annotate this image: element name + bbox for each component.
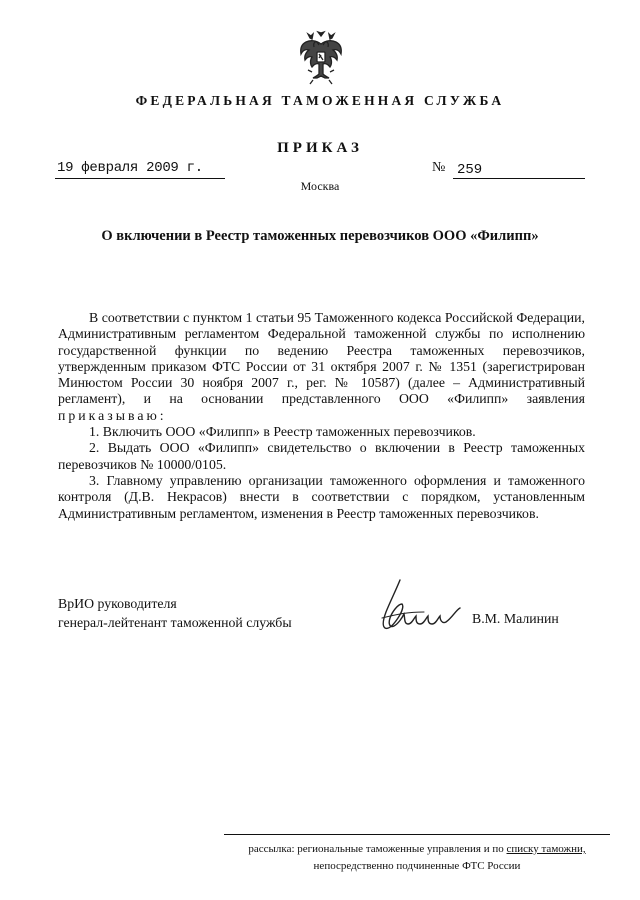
signatory-title-line1: ВрИО руководителя bbox=[58, 596, 177, 611]
signatory-title-line2: генерал-лейтенант таможенной службы bbox=[58, 615, 292, 630]
order-number-label: № bbox=[432, 160, 446, 175]
distribution-line1 bbox=[224, 841, 610, 858]
order-subject: О включении в Реестр таможенных перевозчиков ООО «Филипп» bbox=[101, 228, 539, 244]
handwritten-signature bbox=[378, 578, 464, 640]
customs-list-link: списку таможни, bbox=[506, 843, 586, 855]
distribution-prefix: рассылка: региональные таможенные управления и по bbox=[248, 843, 507, 855]
order-number: 259 bbox=[453, 162, 585, 179]
preamble-paragraph bbox=[58, 310, 585, 424]
order-word: приказываю: bbox=[58, 407, 167, 423]
order-item-3: 3. Главному управлению организации таможенного оформления и таможенного контроля (Д.В. Некрасов) внести в соответствии с порядком, установленным Административным регламентом, изменения в Реестр таможенных перевозчиков. bbox=[58, 472, 585, 521]
order-item-2: 2. Выдать ООО «Филипп» свидетельство о включении в Реестр таможенных перевозчиков № 10000/0105. bbox=[58, 440, 585, 472]
preamble-text: В соответствии с пунктом 1 статьи 95 Таможенного кодекса Российской Федерации, Административным регламентом Федеральной таможенной службы по исполнению государственной функции по ведению Реестра таможенных перевозчиков, утвержденным приказом ФТС России от 31 октября 2007 г. № 1351 (зарегистрирован Минюстом России 30 ноября 2007 г., рег. № 10587) (далее – Административный регламент), и на основании представленного ООО «Филипп» заявления bbox=[58, 310, 585, 407]
document-type: ПРИКАЗ bbox=[277, 140, 363, 156]
signer-name: В.М. Малинин bbox=[472, 611, 559, 626]
signatory-title bbox=[58, 594, 292, 632]
agency-name: ФЕДЕРАЛЬНАЯ ТАМОЖЕННАЯ СЛУЖБА bbox=[135, 93, 505, 108]
order-body bbox=[58, 310, 585, 522]
city: Москва bbox=[300, 179, 340, 193]
distribution-line2: непосредственно подчиненные ФТС России bbox=[313, 860, 521, 872]
distribution-list bbox=[224, 834, 610, 875]
order-date: 19 февраля 2009 г. bbox=[55, 160, 225, 179]
order-item-1: 1. Включить ООО «Филипп» в Реестр таможенных перевозчиков. bbox=[89, 424, 476, 440]
russian-coat-of-arms-icon bbox=[298, 30, 344, 86]
